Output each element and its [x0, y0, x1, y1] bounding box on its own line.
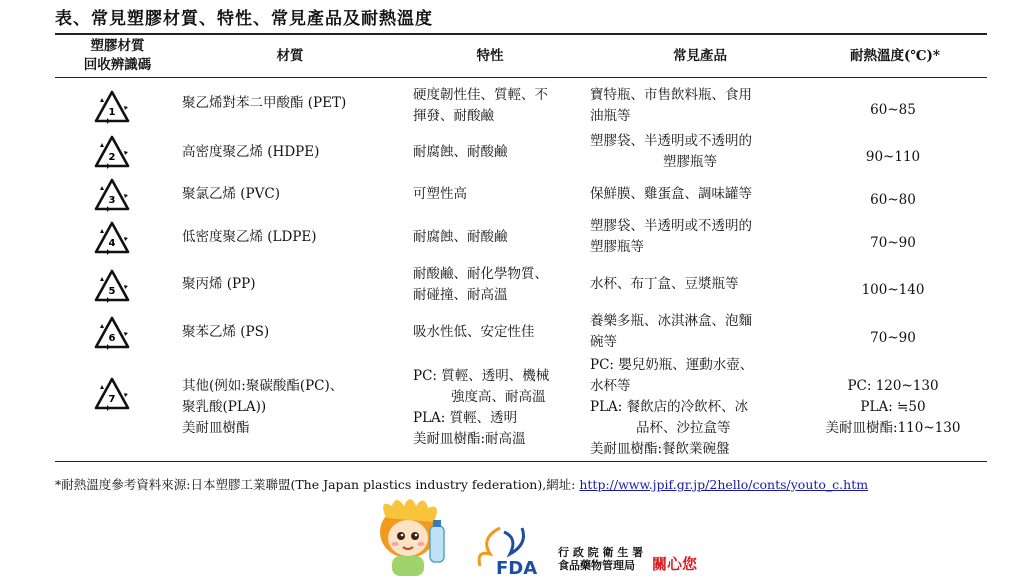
row2-heat	[808, 147, 978, 168]
row7-property-line: 美耐皿樹酯:耐高溫	[413, 431, 526, 447]
row6-heat-line: 70~90	[870, 330, 916, 346]
row2-material-line: 高密度聚乙烯 (HDPE)	[182, 144, 320, 160]
row7-products-line: PC: 嬰兒奶瓶、運動水壺、	[590, 357, 754, 373]
recycle-code-7-icon	[92, 375, 132, 415]
row3-heat-line: 60~80	[870, 192, 916, 208]
row4-heat-line: 70~90	[870, 235, 916, 251]
agency-name	[558, 546, 643, 572]
header-recycle-code	[70, 37, 165, 75]
row7-products-line: 水杯等	[590, 378, 631, 394]
recycle-code-5-number: 5	[108, 286, 116, 297]
row5-heat	[808, 280, 978, 301]
row7-products-line: PLA: 餐飲店的冷飲杯、冰	[590, 399, 749, 415]
row7-products-line: 品杯、沙拉盒等	[636, 420, 731, 436]
row2-property	[413, 142, 508, 163]
recycle-code-4-number: 4	[108, 238, 116, 249]
recycle-code-6-number: 6	[108, 333, 116, 344]
header-material: 材質	[276, 48, 304, 64]
row4-products-line: 塑膠瓶等	[590, 239, 644, 255]
table-header-rule	[55, 77, 987, 78]
row1-property	[413, 85, 548, 127]
reference-link[interactable]: http://www.jpif.gr.jp/2hello/conts/youto_c.htm	[579, 477, 869, 492]
footnote	[55, 475, 868, 493]
row6-heat	[808, 328, 978, 349]
row5-products-line: 水杯、布丁盒、豆漿瓶等	[590, 276, 739, 292]
row2-products-line: 塑膠袋、半透明或不透明的	[590, 133, 752, 149]
fda-brand-text: FDA	[496, 558, 538, 576]
fda-logo	[470, 520, 560, 576]
row7-material-line: 其他(例如:聚碳酸酯(PC)、	[182, 378, 344, 394]
row1-heat	[808, 100, 978, 121]
agency-name-line1: 行 政 院 衛 生 署	[558, 546, 644, 559]
row6-property	[413, 322, 535, 343]
table-top-rule	[55, 33, 987, 35]
row7-material	[182, 376, 343, 439]
row6-material-line: 聚苯乙烯 (PS)	[182, 324, 270, 340]
row4-material	[182, 227, 317, 248]
row7-heat-line: PC: 120~130	[847, 378, 939, 394]
row3-material-line: 聚氯乙烯 (PVC)	[182, 186, 280, 202]
row1-products	[590, 85, 752, 127]
header-code-line1: 塑膠材質	[90, 38, 145, 54]
header-code-line2: 回收辨識碼	[83, 57, 152, 73]
recycle-code-1-icon	[92, 88, 132, 128]
row4-products-line: 塑膠袋、半透明或不透明的	[590, 218, 752, 234]
row6-products	[590, 311, 752, 353]
row5-property-line: 耐碰撞、耐高溫	[413, 287, 508, 303]
row5-material	[182, 274, 256, 295]
row2-heat-line: 90~110	[865, 149, 921, 165]
row4-property-line: 耐腐蝕、耐酸鹼	[413, 229, 508, 245]
row2-products	[590, 131, 790, 173]
row1-property-line: 揮發、耐酸鹼	[413, 108, 494, 124]
agency-tagline: 關心您	[652, 555, 698, 573]
recycle-code-4-icon	[92, 219, 132, 259]
row7-property-line: 強度高、耐高溫	[451, 389, 546, 405]
row1-products-line: 油瓶等	[590, 108, 631, 124]
row5-heat-line: 100~140	[861, 282, 925, 298]
row4-material-line: 低密度聚乙烯 (LDPE)	[182, 229, 317, 245]
row2-products-line: 塑膠瓶等	[663, 154, 717, 170]
row1-material	[182, 93, 346, 114]
row7-property	[413, 366, 549, 450]
row7-material-line: 聚乳酸(PLA))	[182, 399, 267, 415]
row7-products	[590, 355, 753, 460]
row4-products	[590, 216, 752, 258]
recycle-code-1-number: 1	[108, 107, 116, 118]
recycle-code-2-icon	[92, 133, 132, 173]
row7-property-line: PC: 質輕、透明、機械	[413, 368, 550, 384]
row7-heat-line: PLA: ≒50	[860, 399, 926, 415]
row6-property-line: 吸水性低、安定性佳	[413, 324, 535, 340]
row3-material	[182, 184, 280, 205]
row6-material	[182, 322, 269, 343]
row2-property-line: 耐腐蝕、耐酸鹼	[413, 144, 508, 160]
row2-material	[182, 142, 319, 163]
recycle-code-5-icon	[92, 267, 132, 307]
row1-material-line: 聚乙烯對苯二甲酸酯 (PET)	[182, 95, 347, 111]
row5-property-line: 耐酸鹼、耐化學物質、	[413, 266, 548, 282]
row3-property	[413, 184, 467, 205]
row3-property-line: 可塑性高	[413, 186, 467, 202]
recycle-code-3-icon	[92, 176, 132, 216]
row6-products-line: 養樂多瓶、冰淇淋盒、泡麵	[590, 313, 752, 329]
header-products: 常見產品	[673, 48, 727, 64]
row3-products-line: 保鮮膜、雞蛋盒、調味罐等	[590, 186, 752, 202]
row5-products	[590, 274, 739, 295]
row4-heat	[808, 233, 978, 254]
row6-products-line: 碗等	[590, 334, 617, 350]
header-heat-resistance: 耐熱溫度(℃)*	[849, 48, 940, 64]
recycle-code-6-icon	[92, 314, 132, 354]
row3-heat	[808, 190, 978, 211]
row4-property	[413, 227, 508, 248]
row7-material-line: 美耐皿樹酯	[182, 420, 250, 436]
recycle-code-7-number: 7	[108, 394, 116, 405]
footnote-text: *耐熱溫度參考資料來源:日本塑膠工業聯盟(The Japan plastics industry federation),網址:	[55, 477, 580, 492]
row3-products	[590, 184, 752, 205]
recycle-code-3-number: 3	[108, 195, 116, 206]
recycle-code-2-number: 2	[108, 152, 116, 163]
agency-name-line2: 食品藥物管理局	[558, 559, 635, 572]
table-bottom-rule	[55, 461, 987, 462]
row7-heat-line: 美耐皿樹酯:110~130	[825, 420, 961, 436]
mascot-illustration	[368, 492, 458, 576]
row1-heat-line: 60~85	[870, 102, 916, 118]
row1-products-line: 寶特瓶、市售飲料瓶、食用	[590, 87, 752, 103]
row1-property-line: 硬度韌性佳、質輕、不	[413, 87, 548, 103]
row7-heat	[808, 376, 978, 439]
row7-products-line: 美耐皿樹酯:餐飲業碗盤	[590, 441, 730, 457]
row7-property-line: PLA: 質輕、透明	[413, 410, 518, 426]
row5-property	[413, 264, 548, 306]
header-property: 特性	[476, 48, 504, 64]
document-title: 表、常見塑膠材質、特性、常見產品及耐熱溫度	[55, 9, 433, 29]
row5-material-line: 聚丙烯 (PP)	[182, 276, 256, 292]
